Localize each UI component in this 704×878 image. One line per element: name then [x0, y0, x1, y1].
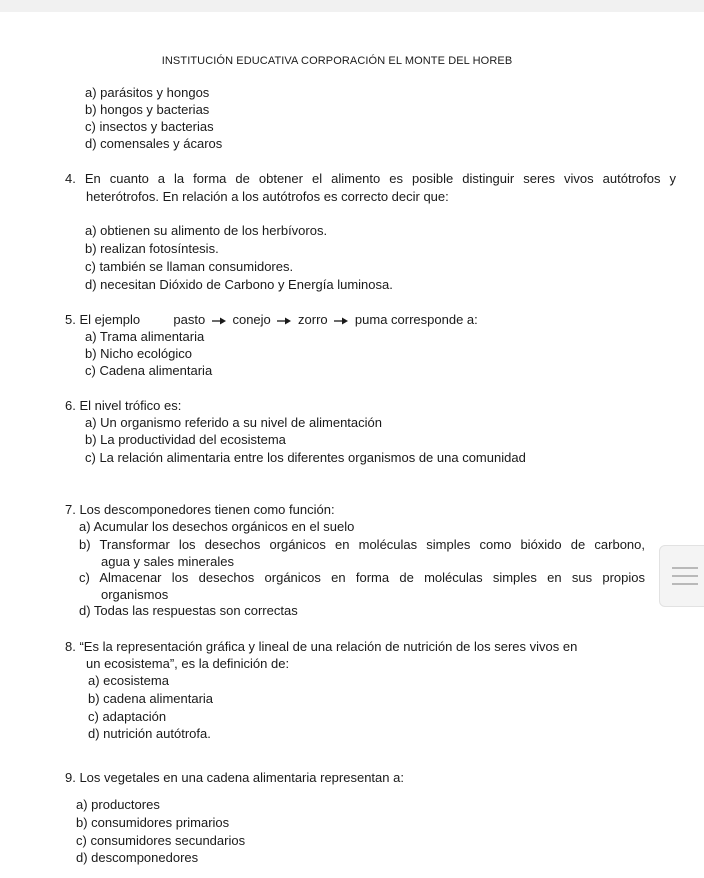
menu-bar-icon — [672, 583, 698, 585]
q4-question-line1: 4. En cuanto a la forma de obtener el alimento es posible distinguir seres vivos autótrofos y — [65, 171, 676, 186]
document-header: INSTITUCIÓN EDUCATIVA CORPORACIÓN EL MONTE DEL HOREB — [161, 55, 513, 67]
scroll-handle[interactable] — [659, 545, 704, 607]
q7-option-b-line2: agua y sales minerales — [101, 554, 234, 569]
q5-question — [65, 312, 478, 328]
q8-question-line2: un ecosistema”, es la definición de: — [86, 656, 290, 671]
q4-option-a: a) obtienen su alimento de los herbívoros. — [85, 223, 328, 238]
q3-option-c: c) insectos y bacterias — [85, 119, 214, 134]
menu-bar-icon — [672, 575, 698, 577]
q8-option-c: c) adaptación — [88, 709, 167, 724]
q5-option-a: a) Trama alimentaria — [85, 329, 205, 344]
q4-option-d: d) necesitan Dióxido de Carbono y Energía luminosa. — [85, 277, 393, 292]
q5-option-b: b) Nicho ecológico — [85, 346, 192, 361]
q6-option-a: a) Un organismo referido a su nivel de alimentación — [85, 415, 382, 430]
q4-option-b: b) realizan fotosíntesis. — [85, 241, 219, 256]
arrow-right-icon — [334, 316, 348, 326]
q9-question: 9. Los vegetales en una cadena alimentaria representan a: — [65, 770, 404, 785]
q4-option-c: c) también se llaman consumidores. — [85, 259, 294, 274]
q9-option-d: d) descomponedores — [76, 850, 199, 865]
q8-option-b: b) cadena alimentaria — [88, 691, 214, 706]
q5-chain-zorro: zorro — [298, 312, 328, 327]
q4-question-line2: heterótrofos. En relación a los autótrofos es correcto decir que: — [86, 189, 449, 204]
q3-option-d: d) comensales y ácaros — [85, 136, 223, 151]
q6-question: 6. El nivel trófico es: — [65, 398, 182, 413]
q7-question: 7. Los descomponedores tienen como función: — [65, 502, 335, 517]
q7-option-d: d) Todas las respuestas son correctas — [79, 603, 298, 618]
q5-chain-conejo: conejo — [232, 312, 271, 327]
q9-option-b: b) consumidores primarios — [76, 815, 230, 830]
q7-option-c-line2: organismos — [101, 587, 169, 602]
q5-option-c: c) Cadena alimentaria — [85, 363, 213, 378]
q8-question-line1: 8. “Es la representación gráfica y lineal de una relación de nutrición de los seres vivos en — [65, 639, 578, 654]
menu-bar-icon — [672, 567, 698, 569]
q5-chain-puma: puma corresponde a: — [354, 312, 478, 327]
arrow-right-icon — [277, 316, 291, 326]
q8-option-a: a) ecosistema — [88, 673, 169, 688]
q3-option-b: b) hongos y bacterias — [85, 102, 210, 117]
q6-option-c: c) La relación alimentaria entre los diferentes organismos de una comunidad — [85, 450, 526, 465]
q5-prefix: 5. El ejemplo — [65, 312, 141, 327]
arrow-right-icon — [212, 316, 226, 326]
q7-option-c-line1: c) Almacenar los desechos orgánicos en forma de moléculas simples en sus propios — [79, 570, 645, 585]
q3-option-a: a) parásitos y hongos — [85, 85, 210, 100]
top-bar — [0, 0, 704, 12]
q9-option-a: a) productores — [76, 797, 160, 812]
q5-chain-pasto: pasto — [173, 312, 206, 327]
q7-option-b-line1: b) Transformar los desechos orgánicos en moléculas simples como bióxido de carbono, — [79, 537, 645, 552]
q7-option-a: a) Acumular los desechos orgánicos en el suelo — [79, 519, 355, 534]
q6-option-b: b) La productividad del ecosistema — [85, 432, 286, 447]
q8-option-d: d) nutrición autótrofa. — [88, 726, 211, 741]
q9-option-c: c) consumidores secundarios — [76, 833, 246, 848]
